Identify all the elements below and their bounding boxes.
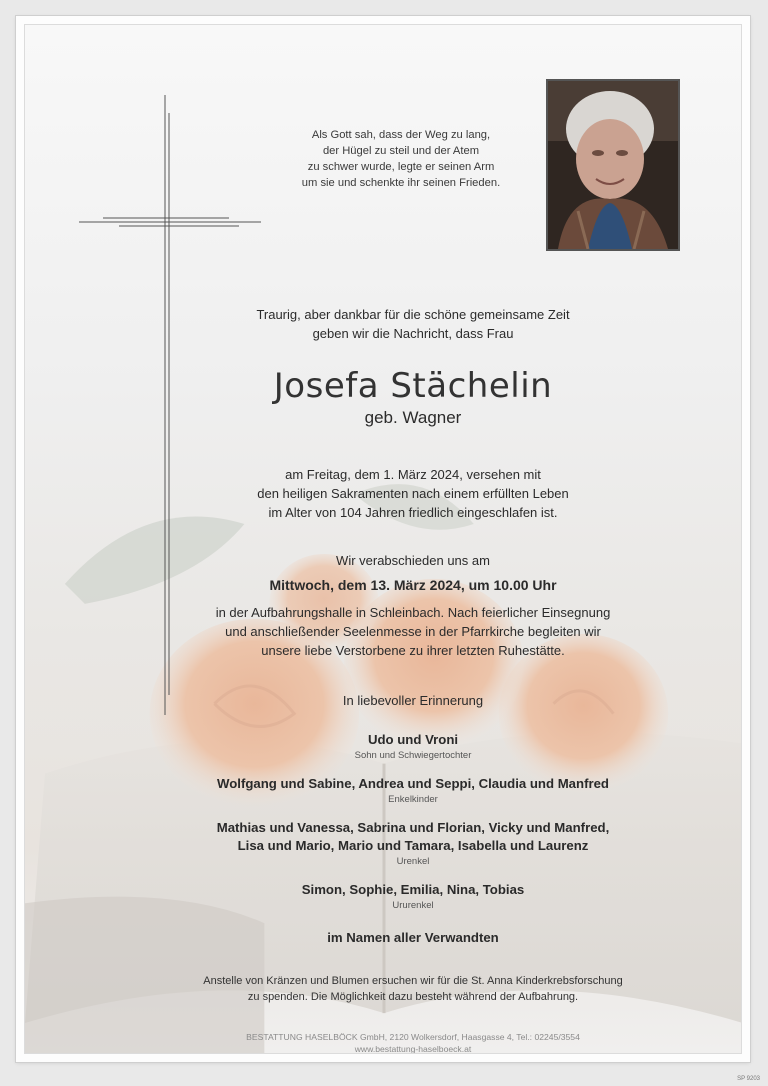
maiden-name: geb. Wagner xyxy=(364,408,462,427)
memorial-quote xyxy=(280,127,522,191)
family-relation: Sohn und Schwiegertochter xyxy=(354,750,472,761)
undertaker-website: www.bestattung-haselboeck.at xyxy=(354,1044,472,1054)
family-names: Lisa und Mario, Mario und Tamara, Isabella und Laurenz xyxy=(237,838,589,853)
portrait-photo xyxy=(546,79,680,251)
family-group xyxy=(165,775,661,806)
death-notice xyxy=(195,465,631,522)
intro-line: Traurig, aber dankbar für die schöne gemeinsame Zeit xyxy=(256,307,570,322)
closing-line: im Namen aller Verwandten xyxy=(327,930,499,945)
death-line: im Alter von 104 Jahren friedlich eingeschlafen ist. xyxy=(268,505,558,520)
family-relation: Urenkel xyxy=(396,856,430,867)
death-line: am Freitag, dem 1. März 2024, versehen mit xyxy=(285,467,541,482)
obituary-sheet xyxy=(24,24,742,1054)
undertaker-address: BESTATTUNG HASELBÖCK GmbH, 2120 Wolkersdorf, Haasgasse 4, Tel.: 02245/3554 xyxy=(246,1032,580,1042)
ceremony-line: unsere liebe Verstorbene zu ihrer letzten Ruhestätte. xyxy=(261,643,565,658)
quote-line: der Hügel zu steil und der Atem xyxy=(322,145,480,157)
request-line: Anstelle von Kränzen und Blumen ersuchen wir für die St. Anna Kinderkrebsforschung xyxy=(203,975,623,987)
quote-line: Als Gott sah, dass der Weg zu lang, xyxy=(311,129,491,141)
farewell-text: Wir verabschieden uns am xyxy=(336,553,490,568)
ceremony-line: und anschließender Seelenmesse in der Pfarrkirche begleiten wir xyxy=(225,624,601,639)
family-group xyxy=(165,819,661,868)
family-names: Mathias und Vanessa, Sabrina und Florian, Vicky und Manfred, xyxy=(216,820,610,835)
family-relation: Ururenkel xyxy=(392,900,434,911)
undertaker-footer xyxy=(145,1031,681,1054)
quote-line: zu schwer wurde, legte er seinen Arm xyxy=(307,161,495,173)
intro-line: geben wir die Nachricht, dass Frau xyxy=(312,326,514,341)
request-line: zu spenden. Die Möglichkeit dazu besteht während der Aufbahrung. xyxy=(247,991,579,1003)
obituary-card xyxy=(16,16,750,1062)
template-code: SP 9203 xyxy=(737,1076,760,1082)
family-group xyxy=(165,731,661,762)
funeral-date: Mittwoch, dem 13. März 2024, um 10.00 Uhr xyxy=(269,577,557,593)
deceased-name: Josefa Stächelin xyxy=(273,366,553,406)
announcement-intro xyxy=(195,305,631,343)
family-names: Udo und Vroni xyxy=(367,732,459,747)
family-relation: Enkelkinder xyxy=(388,794,438,805)
donation-request xyxy=(145,973,681,1005)
memory-heading: In liebevoller Erinnerung xyxy=(342,693,484,708)
ceremony-details xyxy=(175,603,651,660)
family-names: Wolfgang und Sabine, Andrea und Seppi, Claudia und Manfred xyxy=(217,776,609,791)
family-group xyxy=(165,881,661,912)
death-line: den heiligen Sakramenten nach einem erfüllten Leben xyxy=(257,486,569,501)
family-names: Simon, Sophie, Emilia, Nina, Tobias xyxy=(301,882,525,897)
portrait-image xyxy=(548,81,678,249)
ceremony-line: in der Aufbahrungshalle in Schleinbach. Nach feierlicher Einsegnung xyxy=(215,605,611,620)
quote-line: um sie und schenkte ihr seinen Frieden. xyxy=(301,177,501,189)
